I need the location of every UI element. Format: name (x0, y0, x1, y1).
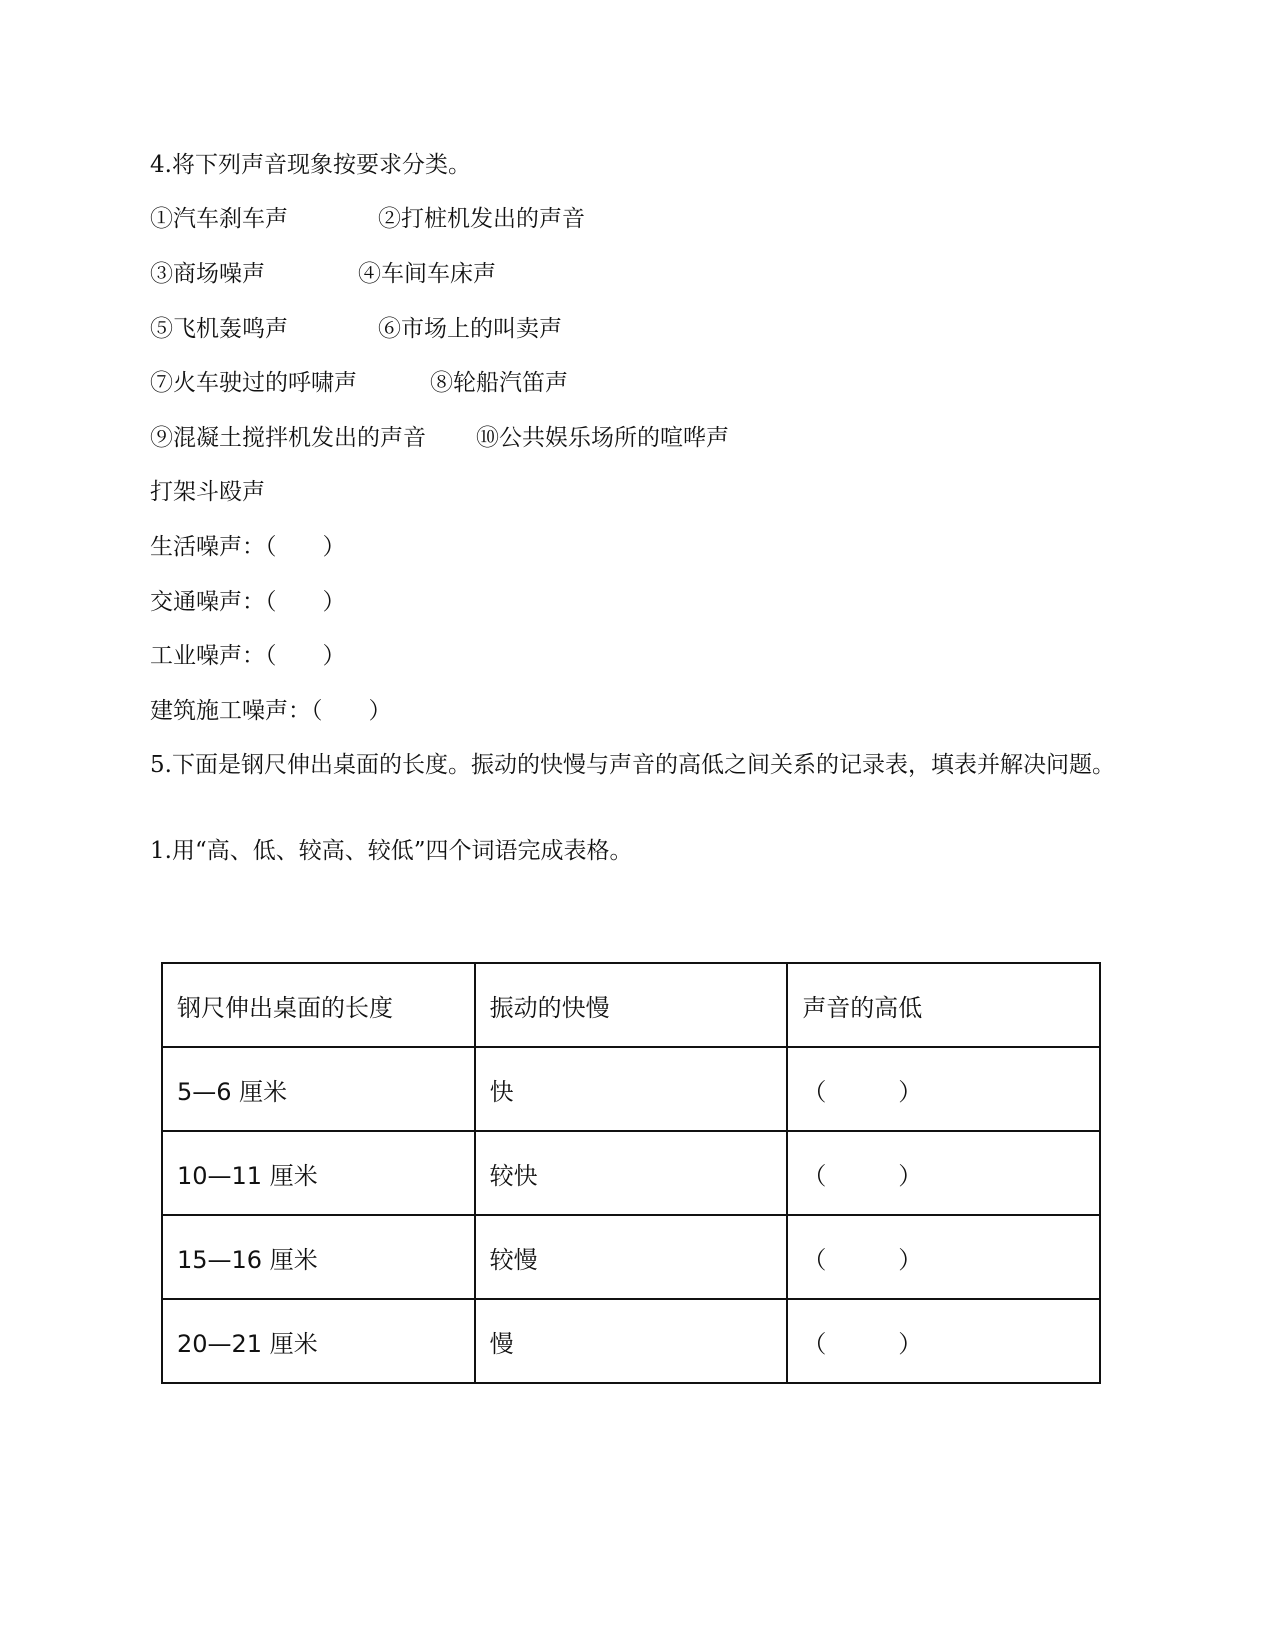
category-living-noise: 生活噪声：（ ） (150, 534, 346, 560)
item-row-3 (150, 314, 562, 344)
table-cell: 较快 (475, 1131, 788, 1215)
table-header-row (162, 963, 1100, 1047)
item-row-2 (150, 259, 496, 289)
category-industrial-noise: 工业噪声：（ ） (150, 643, 346, 669)
record-table (161, 962, 1101, 1384)
table-cell: 慢 (475, 1299, 788, 1383)
table-cell: 15—16 厘米 (162, 1215, 475, 1299)
list-item: ⑦火车驶过的呼啸声 (150, 370, 357, 396)
category-construction-noise: 建筑施工噪声：（ ） (150, 698, 392, 724)
answer-blank-cell[interactable]: （ ） (787, 1131, 1100, 1215)
table-header-cell: 振动的快慢 (475, 963, 788, 1047)
table-header-cell: 声音的高低 (787, 963, 1100, 1047)
list-item: ⑧轮船汽笛声 (430, 370, 568, 396)
list-item: ①汽车刹车声 (150, 206, 288, 232)
table-cell: 20—21 厘米 (162, 1299, 475, 1383)
table-row (162, 1215, 1100, 1299)
table-row (162, 1131, 1100, 1215)
table-header-cell: 钢尺伸出桌面的长度 (162, 963, 475, 1047)
answer-blank-cell[interactable]: （ ） (787, 1215, 1100, 1299)
list-item: ⑤飞机轰鸣声 (150, 316, 288, 342)
list-item: ⑩公共娱乐场所的喧哗声 (476, 425, 729, 451)
answer-blank-cell[interactable]: （ ） (787, 1299, 1100, 1383)
question-5-sub-1: 1.用“高、低、较高、较低”四个词语完成表格。 (150, 838, 633, 864)
list-item: ③商场噪声 (150, 261, 265, 287)
item-row-1 (150, 204, 585, 234)
table-row (162, 1047, 1100, 1131)
list-item: ②打桩机发出的声音 (378, 206, 585, 232)
table-cell: 10—11 厘米 (162, 1131, 475, 1215)
list-item: ④车间车床声 (358, 261, 496, 287)
item-row-4 (150, 368, 568, 398)
table-cell: 快 (475, 1047, 788, 1131)
list-item: ⑥市场上的叫卖声 (378, 316, 562, 342)
category-traffic-noise: 交通噪声：（ ） (150, 589, 346, 615)
item-row-5 (150, 423, 729, 453)
question-5-title: 5.下面是钢尺伸出桌面的长度。振动的快慢与声音的高低之间关系的记录表，填表并解决问题。 (150, 752, 1115, 778)
question-4-title: 4.将下列声音现象按要求分类。 (150, 152, 471, 178)
answer-blank-cell[interactable]: （ ） (787, 1047, 1100, 1131)
table-cell: 较慢 (475, 1215, 788, 1299)
list-item: ⑨混凝土搅拌机发出的声音 (150, 425, 426, 451)
table-row (162, 1299, 1100, 1383)
table-cell: 5—6 厘米 (162, 1047, 475, 1131)
extra-item-line: 打架斗殴声 (150, 479, 265, 505)
